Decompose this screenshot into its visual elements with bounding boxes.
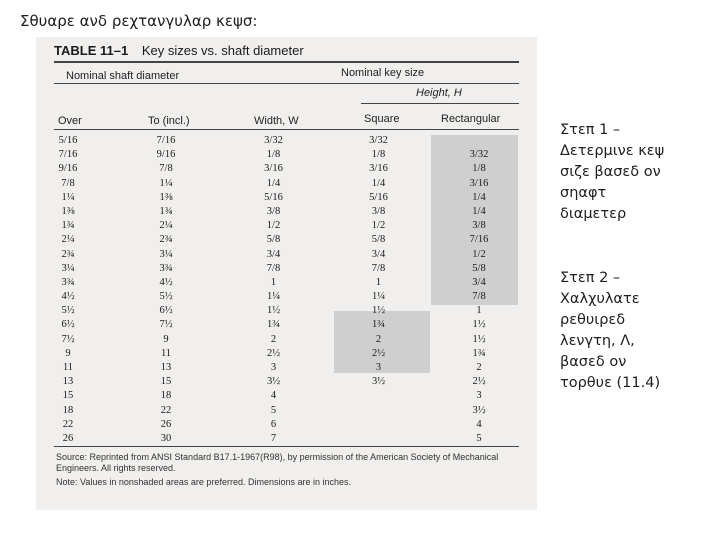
cell-over: 9 [65, 347, 71, 359]
cell-to-incl: 1¼ [159, 177, 173, 189]
cell-width: 1¾ [266, 319, 281, 331]
cell-over: 13 [62, 376, 74, 388]
cell-to-incl: 4½ [159, 276, 173, 288]
cell-rectangular: 1/2 [472, 248, 486, 260]
cell-to-incl: 30 [160, 432, 172, 444]
cell-rectangular: 7/16 [469, 234, 489, 246]
cell-square: 3/16 [369, 163, 388, 175]
cell-square: 2½ [371, 347, 386, 359]
col-to-incl: To (incl.) [148, 115, 190, 127]
col-over: Over [58, 115, 82, 127]
cell-over: 1¼ [61, 191, 75, 203]
cell-width: 5 [270, 404, 277, 416]
cell-over: 4½ [61, 291, 75, 303]
cell-width: 6 [270, 418, 277, 430]
cell-rectangular [454, 134, 504, 148]
cell-square: 5/8 [371, 234, 386, 246]
cell-width: 1/4 [266, 177, 281, 189]
cell-to-incl: 18 [160, 390, 172, 402]
cell-to-incl: 26 [160, 418, 172, 430]
over-column [48, 134, 88, 446]
cell-square: 1½ [371, 305, 386, 317]
cell-rectangular: 4 [476, 418, 482, 430]
cell-square: 1 [375, 276, 382, 288]
cell-square: 1/2 [371, 220, 386, 232]
cell-width: 7 [270, 432, 277, 444]
cell-over: 7/8 [61, 177, 75, 189]
cell-square [356, 404, 401, 418]
cell-over: 7/16 [58, 149, 78, 161]
cell-over: 2¾ [61, 248, 75, 260]
rectangular-column [454, 134, 504, 446]
cell-over: 15 [62, 390, 74, 402]
cell-width: 3/16 [264, 163, 283, 175]
cell-to-incl: 13 [160, 362, 172, 373]
cell-width: 1 [270, 276, 277, 288]
cell-to-incl: 5½ [159, 291, 173, 303]
table-caption: Key sizes vs. shaft diameter [141, 43, 304, 58]
step-1-line: Δετερμινε κεψ [560, 143, 665, 159]
bottom-rule [54, 446, 519, 447]
cell-to-incl: 9 [163, 333, 169, 345]
header-rule-1 [54, 83, 519, 84]
table-note: Note: Values in nonshaded areas are preferred. Dimensions are in inches. [56, 477, 352, 487]
step-2-text [560, 268, 660, 394]
cell-rectangular: 1 [476, 305, 482, 317]
header-rule-2 [361, 103, 519, 104]
cell-to-incl: 3¾ [159, 262, 173, 274]
cell-over: 7½ [61, 333, 75, 345]
cell-over: 11 [62, 362, 74, 373]
shaft-diameter-header: Nominal shaft diameter [66, 70, 180, 82]
header-rule-3 [54, 129, 519, 130]
cell-rectangular: 2 [476, 362, 482, 373]
cell-width: 5/16 [264, 191, 283, 203]
cell-rectangular: 1/8 [472, 163, 486, 175]
cell-to-incl: 22 [160, 404, 172, 416]
cell-over: 22 [62, 418, 74, 430]
cell-rectangular: 2½ [472, 376, 486, 388]
cell-rectangular: 1¾ [472, 347, 486, 359]
cell-square [356, 389, 401, 403]
slide-heading: Σθυαρε ανδ ρεχτανγυλαρ κεψσ: [20, 12, 258, 30]
step-2-line: λενγτη, Λ, [560, 333, 635, 349]
cell-over: 2¼ [61, 234, 75, 246]
col-square: Square [364, 113, 400, 125]
key-size-header: Nominal key size [341, 67, 425, 79]
step-1-line: σιζε βασεδ ον [560, 164, 661, 180]
cell-rectangular: 7/8 [472, 291, 486, 303]
cell-width: 5/8 [266, 234, 281, 246]
cell-to-incl: 15 [160, 376, 172, 388]
step-2-line: Στεπ 2 – [560, 270, 621, 286]
col-width: Width, W [254, 115, 299, 127]
cell-to-incl: 7/8 [159, 163, 173, 175]
cell-to-incl: 2¾ [159, 234, 173, 246]
cell-width: 1/8 [266, 149, 281, 161]
cell-width: 2½ [266, 347, 281, 359]
cell-width: 3/8 [266, 205, 281, 217]
step-1-text [560, 120, 664, 225]
cell-square: 3/8 [371, 205, 386, 217]
step-2-line: τορθυε (11.4) [560, 375, 661, 391]
cell-square: 3 [375, 362, 382, 373]
cell-rectangular: 5 [476, 432, 482, 444]
square-column [356, 134, 401, 446]
cell-rectangular: 1½ [472, 333, 486, 345]
cell-to-incl: 1¾ [159, 205, 173, 217]
cell-square: 1¼ [371, 291, 386, 303]
cell-rectangular: 5/8 [472, 262, 486, 274]
cell-width: 3/4 [266, 248, 281, 260]
cell-to-incl: 7½ [159, 319, 173, 331]
cell-width: 3/32 [264, 135, 283, 146]
step-2-line: ρεθυιρεδ [560, 312, 626, 328]
cell-square: 1¾ [371, 319, 386, 331]
cell-over: 5/16 [58, 135, 78, 146]
cell-rectangular: 3/8 [472, 220, 486, 232]
cell-square: 3/4 [371, 248, 386, 260]
width-column [251, 134, 296, 446]
cell-width: 1½ [266, 305, 281, 317]
step-2-line: Χαλχυλατε [560, 291, 640, 307]
cell-rectangular: 3½ [472, 404, 486, 416]
cell-rectangular: 1/4 [472, 205, 486, 217]
cell-over: 26 [62, 432, 74, 444]
cell-rectangular: 3/16 [469, 177, 489, 189]
table-title [54, 43, 304, 58]
cell-over: 9/16 [58, 163, 78, 175]
cell-square: 1/8 [371, 149, 386, 161]
cell-rectangular: 1/4 [472, 191, 486, 203]
table-source: Source: Reprinted from ANSI Standard B17.1-1967(R98), by permission of the American Society of Mechanical Engineers. All rights reserved. [56, 452, 499, 473]
cell-square [356, 418, 401, 432]
step-1-line: Στεπ 1 – [560, 122, 621, 138]
cell-square: 3/32 [369, 135, 388, 146]
top-rule [54, 61, 519, 63]
step-2-line: βασεδ ον [560, 354, 627, 370]
cell-to-incl: 3¼ [159, 248, 173, 260]
cell-width: 1/2 [266, 220, 281, 232]
cell-square [356, 432, 401, 446]
cell-width: 3 [270, 362, 277, 373]
cell-width: 7/8 [266, 262, 281, 274]
cell-square: 7/8 [371, 262, 386, 274]
cell-rectangular: 3/4 [472, 276, 486, 288]
cell-rectangular: 3/32 [469, 149, 489, 161]
cell-square: 1/4 [371, 177, 386, 189]
cell-to-incl: 1⅜ [159, 191, 173, 203]
cell-width: 4 [270, 390, 277, 402]
to-incl-column [141, 134, 191, 446]
cell-to-incl: 2¼ [159, 220, 173, 232]
cell-square: 5/16 [369, 191, 388, 203]
table-label: TABLE 11–1 [54, 43, 129, 58]
cell-rectangular: 3 [476, 390, 482, 402]
col-rectangular: Rectangular [441, 113, 501, 125]
cell-width: 1¼ [266, 291, 281, 303]
cell-over: 18 [62, 404, 74, 416]
key-size-table-image [36, 37, 537, 510]
cell-over: 1¾ [61, 220, 75, 232]
cell-to-incl: 6½ [159, 305, 173, 317]
cell-over: 1⅜ [61, 205, 75, 217]
cell-to-incl: 9/16 [156, 149, 176, 161]
cell-width: 3½ [266, 376, 281, 388]
cell-square: 3½ [371, 376, 386, 388]
cell-over: 3¼ [61, 262, 75, 274]
cell-over: 6½ [61, 319, 75, 331]
cell-rectangular: 1½ [472, 319, 486, 331]
cell-over: 3¾ [61, 276, 75, 288]
step-1-line: σηαφτ [560, 185, 607, 201]
cell-over: 5½ [61, 305, 75, 317]
cell-square: 2 [375, 333, 382, 345]
height-header: Height, H [416, 87, 462, 99]
step-1-line: διαμετερ [560, 206, 627, 222]
cell-width: 2 [270, 333, 277, 345]
cell-to-incl: 11 [160, 347, 172, 359]
cell-to-incl: 7/16 [156, 135, 176, 146]
